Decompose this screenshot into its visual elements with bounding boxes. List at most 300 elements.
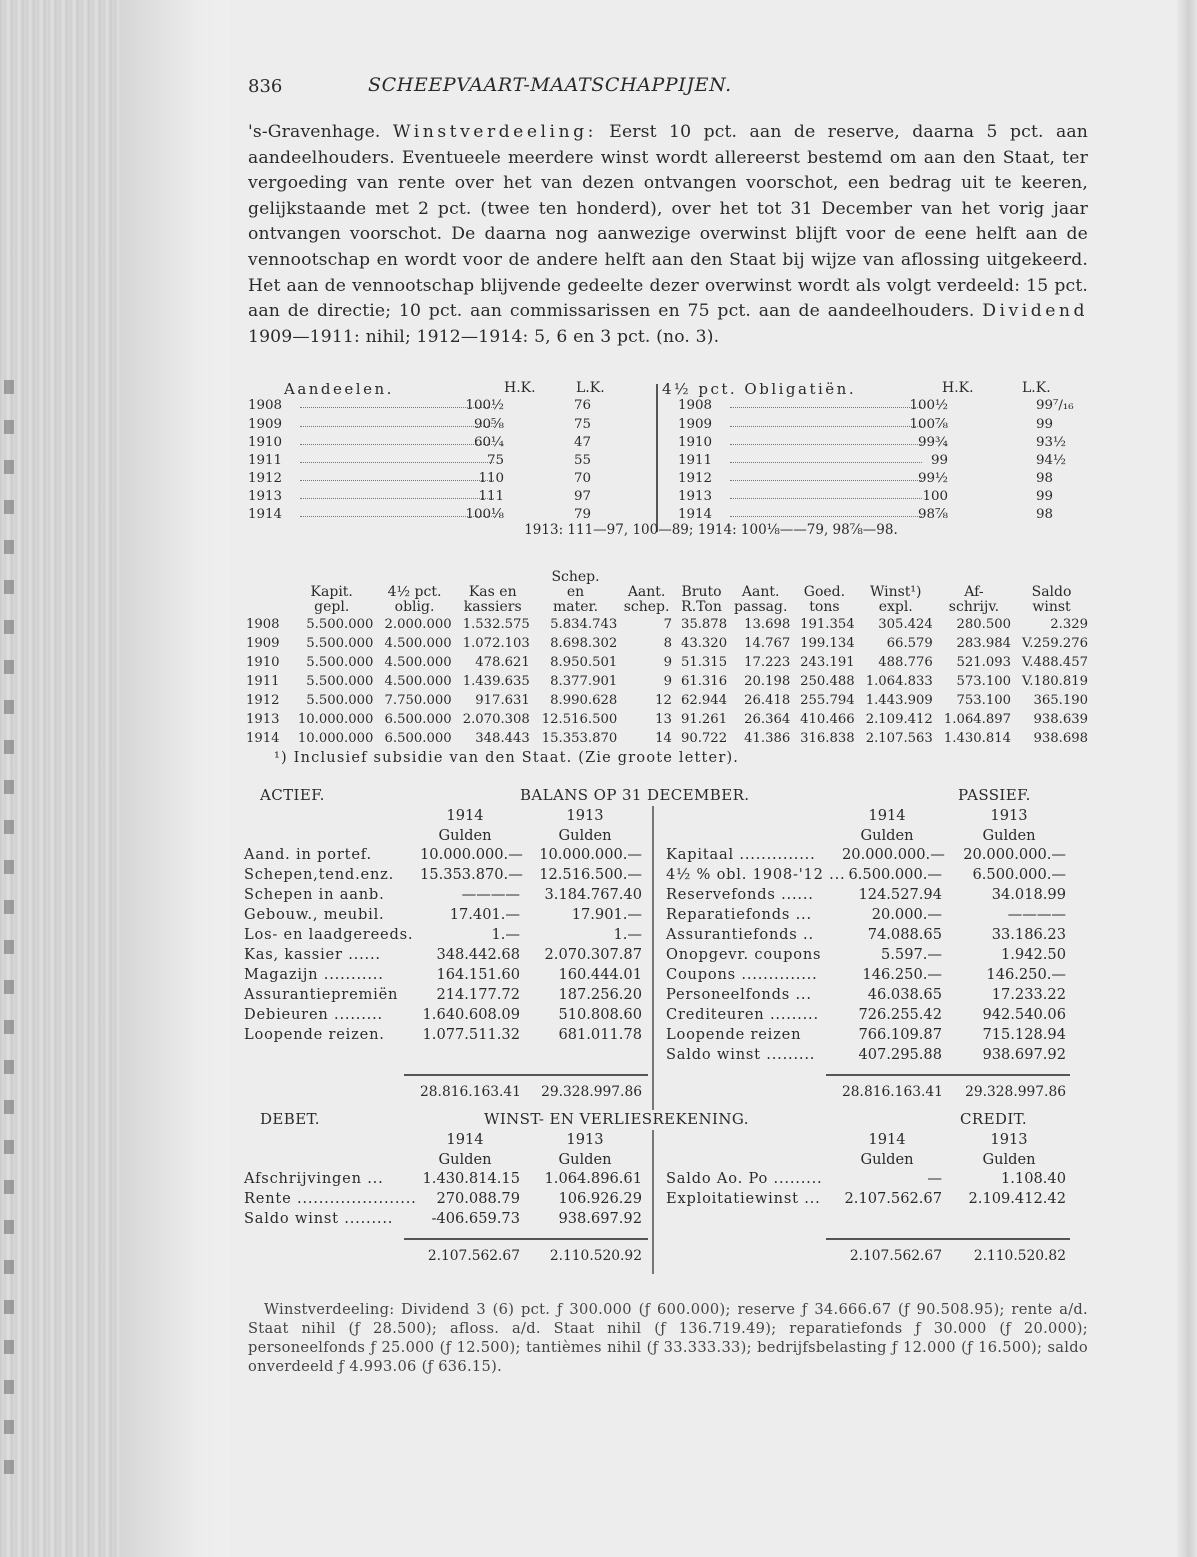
value-1913: ———— xyxy=(1007,906,1066,924)
stats-column-header: schrijv. xyxy=(948,599,1000,616)
stats-column-header xyxy=(857,570,935,585)
page-gutter-shadow xyxy=(120,0,230,1557)
credit-side-row xyxy=(666,866,1086,886)
price-table-divider xyxy=(656,384,658,532)
leader-dots xyxy=(730,489,922,499)
stats-cell: 26.418 xyxy=(744,693,791,709)
stats-cell: 8.950.501 xyxy=(550,655,618,671)
stats-cell: 5.500.000 xyxy=(306,636,374,652)
year: 1908 xyxy=(678,398,713,414)
stats-cell: 753.100 xyxy=(956,693,1012,709)
total-rule xyxy=(826,1074,1070,1076)
stats-cell: 917.631 xyxy=(475,693,530,709)
lk-value: 94½ xyxy=(1036,452,1067,468)
stats-cell: 521.093 xyxy=(956,655,1012,671)
stats-cell: 90.722 xyxy=(680,731,728,747)
stats-row xyxy=(244,710,1090,729)
stats-column-header: Schep. xyxy=(551,569,600,586)
stats-row xyxy=(244,615,1090,634)
left-col-1914-year: 1914 xyxy=(446,807,484,825)
credit-side-row xyxy=(666,886,1086,906)
year: 1914 xyxy=(248,507,283,523)
profit-loss-account xyxy=(244,1110,1088,1284)
stats-cell: 91.261 xyxy=(680,712,728,728)
value-1914: 1.— xyxy=(491,926,520,944)
value-1913: 17.233.22 xyxy=(991,986,1066,1004)
stats-cell: 4.500.000 xyxy=(384,636,452,652)
stats-cell: 14 xyxy=(655,731,672,747)
credit-side-row xyxy=(666,946,1086,966)
right-col-1913-unit: Gulden xyxy=(982,1151,1036,1169)
right-col-1913-year: 1913 xyxy=(990,1131,1028,1149)
account-label: Gebouw., meubil. xyxy=(244,906,385,924)
lk-value: 70 xyxy=(574,471,592,487)
stats-cell: 283.984 xyxy=(956,636,1012,652)
stats-column-header: Saldo xyxy=(1031,584,1072,601)
value-1914: 124.527.94 xyxy=(858,886,942,904)
stats-cell: 1.064.897 xyxy=(943,712,1012,728)
account-divider xyxy=(652,1130,654,1274)
page-right-edge xyxy=(1177,0,1197,1557)
debit-side-row xyxy=(244,866,664,886)
value-1914: 20.000.000.— xyxy=(842,846,945,864)
stats-cell: 1.072.103 xyxy=(462,636,530,652)
leader-dots xyxy=(730,507,922,517)
left-col-1913-unit: Gulden xyxy=(558,827,612,845)
hk-value: 99½ xyxy=(917,471,948,487)
lk-value: 55 xyxy=(574,452,592,468)
account-label: Saldo winst ......... xyxy=(666,1046,816,1064)
value-1913: 1.064.896.61 xyxy=(544,1170,642,1188)
account-label: Exploitatiewinst ... xyxy=(666,1190,821,1208)
account-label: Crediteuren ......... xyxy=(666,1006,819,1024)
right-total-1914: 28.816.163.41 xyxy=(842,1084,943,1101)
stats-column-header: Kas en xyxy=(468,584,517,601)
value-1914: 726.255.42 xyxy=(858,1006,942,1024)
value-1914: 1.430.814.15 xyxy=(422,1170,520,1188)
hk-value: 100½ xyxy=(909,398,948,414)
stats-column-header: kassiers xyxy=(463,599,522,616)
aandeelen-row xyxy=(248,417,648,435)
account-label: Kapitaal .............. xyxy=(666,846,816,864)
account-label: Assurantiepremiën xyxy=(244,986,399,1004)
stats-cell: 5.500.000 xyxy=(306,693,374,709)
value-1914: 5.597.— xyxy=(880,946,942,964)
stats-column-header: Aant. xyxy=(741,584,780,601)
stats-column-header xyxy=(288,570,375,585)
stats-cell: 41.386 xyxy=(744,731,791,747)
stats-column-header: schep. xyxy=(623,599,670,616)
aandeelen-row xyxy=(248,435,648,453)
value-1913: 510.808.60 xyxy=(558,1006,642,1024)
value-1913: 1.942.50 xyxy=(1001,946,1066,964)
year: 1909 xyxy=(248,416,283,432)
page-number: 836 xyxy=(248,76,283,97)
stats-cell: 2.329 xyxy=(1050,617,1088,633)
account-label: Kas, kassier ...... xyxy=(244,946,381,964)
stats-cell: 8.698.302 xyxy=(550,636,618,652)
hk-value: 90⅝ xyxy=(473,416,504,432)
debit-side-row xyxy=(244,1190,664,1210)
stats-column-header: winst xyxy=(1032,599,1071,616)
stats-cell: 6.500.000 xyxy=(384,712,452,728)
value-1914: 164.151.60 xyxy=(436,966,520,984)
account-divider xyxy=(652,806,654,1110)
stats-cell: 410.466 xyxy=(800,712,855,728)
value-1913: 160.444.01 xyxy=(558,966,642,984)
stats-cell: 1.532.575 xyxy=(462,617,530,633)
obligatien-hk-header: H.K. xyxy=(942,380,974,397)
spine-print-marks xyxy=(4,380,14,1480)
stats-cell: 26.364 xyxy=(744,712,791,728)
stats-column-header: Aant. xyxy=(627,584,666,601)
stats-cell: 7.750.000 xyxy=(384,693,452,709)
stats-cell: 62.944 xyxy=(680,693,728,709)
credit-side-row xyxy=(666,1190,1086,1210)
stats-column-header xyxy=(454,570,532,585)
stats-cell: 35.878 xyxy=(680,617,728,633)
winstverdeeling-label: Winstverdeeling: xyxy=(392,122,597,142)
stats-cell: 1.430.814 xyxy=(943,731,1012,747)
stats-cell: 280.500 xyxy=(956,617,1012,633)
stats-cell: 13 xyxy=(655,712,672,728)
lk-value: 99 xyxy=(1036,416,1054,432)
left-total-1914: 2.107.562.67 xyxy=(427,1248,520,1265)
leader-dots xyxy=(730,471,922,481)
lk-value: 75 xyxy=(574,416,592,432)
obligatien-table xyxy=(662,380,1092,525)
credit-side-row xyxy=(666,1006,1086,1026)
left-total-1914: 28.816.163.41 xyxy=(420,1084,521,1101)
right-col-1914-unit: Gulden xyxy=(860,1151,914,1169)
value-1914: 15.353.870.— xyxy=(420,866,523,884)
value-1913: 187.256.20 xyxy=(558,986,642,1004)
value-1913: 10.000.000.— xyxy=(539,846,642,864)
value-1914: 20.000.— xyxy=(871,906,942,924)
stats-cell: 9 xyxy=(663,674,672,690)
value-1913: 1.108.40 xyxy=(1001,1170,1066,1188)
value-1913: 17.901.— xyxy=(571,906,642,924)
stats-column-header: en xyxy=(566,584,585,601)
stats-column-header: Kapit. xyxy=(310,584,353,601)
book-page xyxy=(244,62,1088,1391)
credit-side-row xyxy=(666,966,1086,986)
stats-column-header: Af- xyxy=(964,584,984,601)
stats-cell: 1.439.635 xyxy=(462,674,530,690)
account-label: Debieuren ......... xyxy=(244,1006,383,1024)
value-1914: 6.500.000.— xyxy=(848,866,942,884)
year: 1909 xyxy=(678,416,713,432)
debit-side-row xyxy=(244,1006,664,1026)
year: 1914 xyxy=(678,507,713,523)
account-label: Personeelfonds ... xyxy=(666,986,812,1004)
stats-cell: 573.100 xyxy=(956,674,1012,690)
stats-column-header: oblig. xyxy=(394,599,435,616)
value-1913: 942.540.06 xyxy=(982,1006,1066,1024)
account-label: Afschrijvingen ... xyxy=(244,1170,384,1188)
stats-cell: 4.500.000 xyxy=(384,674,452,690)
lk-value: 47 xyxy=(574,434,592,450)
value-1913: 33.186.23 xyxy=(991,926,1066,944)
value-1913: 3.184.767.40 xyxy=(544,886,642,904)
stats-cell: 20.198 xyxy=(744,674,791,690)
account-label: Saldo Ao. Po ......... xyxy=(666,1170,823,1188)
stats-cell: 938.639 xyxy=(1033,712,1088,728)
credit-title: CREDIT. xyxy=(960,1110,1028,1129)
lk-value: 76 xyxy=(574,398,592,414)
hk-value: 98⅞ xyxy=(917,507,948,523)
aandeelen-row xyxy=(248,453,648,471)
hk-value: 100⅛ xyxy=(465,507,504,523)
stats-cell: 2.000.000 xyxy=(384,617,452,633)
left-col-1913-year: 1913 xyxy=(566,807,604,825)
year: 1909 xyxy=(246,636,280,652)
right-col-1914-unit: Gulden xyxy=(860,827,914,845)
intro-text-3: 1909—1911: nihil; 1912—1914: 5, 6 en 3 pct. (no. 3). xyxy=(248,326,720,347)
account-label: Reservefonds ...... xyxy=(666,886,814,904)
aandeelen-lk-header: L.K. xyxy=(576,380,605,397)
year: 1912 xyxy=(248,471,283,487)
stats-cell: 478.621 xyxy=(475,655,530,671)
year: 1911 xyxy=(246,674,280,690)
stats-cell: 5.500.000 xyxy=(306,674,374,690)
value-1914: 214.177.72 xyxy=(436,986,520,1004)
stats-column-header: R.Ton xyxy=(681,599,722,616)
stats-cell: 305.424 xyxy=(878,617,933,633)
stats-cell: 12.516.500 xyxy=(541,712,618,728)
stats-column-header xyxy=(674,570,729,585)
stats-cell: 5.834.743 xyxy=(550,617,618,633)
account-label: Saldo winst ......... xyxy=(244,1210,394,1228)
stats-cell: V.180.819 xyxy=(1022,674,1088,690)
value-1914: 407.295.88 xyxy=(858,1046,942,1064)
stats-cell: 1.064.833 xyxy=(865,674,933,690)
stats-column-header xyxy=(792,570,856,585)
stats-cell: 6.500.000 xyxy=(384,731,452,747)
value-1914: 270.088.79 xyxy=(436,1190,520,1208)
year: 1912 xyxy=(678,471,713,487)
debit-side-row xyxy=(244,1170,664,1190)
credit-side-row xyxy=(666,1170,1086,1190)
account-label: Schepen,tend.enz. xyxy=(244,866,395,884)
hk-value: 110 xyxy=(478,471,504,487)
year: 1908 xyxy=(248,398,283,414)
running-title: SCHEEPVAART-MAATSCHAPPIJEN. xyxy=(368,74,732,96)
left-total-1913: 2.110.520.92 xyxy=(549,1248,642,1265)
debit-side-row xyxy=(244,846,664,866)
year: 1912 xyxy=(246,693,280,709)
debit-side-row xyxy=(244,1210,664,1230)
value-1914: -406.659.73 xyxy=(431,1210,520,1228)
lk-value: 97 xyxy=(574,489,592,505)
stats-row xyxy=(244,691,1090,710)
stats-cell: 365.190 xyxy=(1033,693,1088,709)
year: 1910 xyxy=(678,434,713,450)
stats-column-header: mater. xyxy=(552,599,599,616)
company-description-paragraph xyxy=(248,120,1088,350)
price-tables xyxy=(248,380,1088,540)
statistics-table xyxy=(248,570,1088,766)
year: 1914 xyxy=(246,731,280,747)
value-1914: 10.000.000.— xyxy=(420,846,523,864)
value-1913: 715.128.94 xyxy=(982,1026,1066,1044)
stats-cell: 8 xyxy=(663,636,672,652)
balance-sheet-heading xyxy=(248,786,1088,806)
obligatien-row xyxy=(662,417,1092,435)
left-col-1914-unit: Gulden xyxy=(438,827,492,845)
value-1913: 12.516.500.— xyxy=(539,866,642,884)
stats-cell: V.259.276 xyxy=(1022,636,1088,652)
stats-cell: 17.223 xyxy=(744,655,791,671)
account-label: Schepen in aanb. xyxy=(244,886,385,904)
profit-loss-heading xyxy=(248,1110,1088,1130)
value-1914: ———— xyxy=(461,886,520,904)
stats-cell: 316.838 xyxy=(800,731,855,747)
stats-cell: 488.776 xyxy=(878,655,933,671)
lk-value: 79 xyxy=(574,507,592,523)
obligatien-row xyxy=(662,453,1092,471)
account-label: Assurantiefonds .. xyxy=(666,926,814,944)
account-label: Reparatiefonds ... xyxy=(666,906,812,924)
value-1913: 2.109.412.42 xyxy=(968,1190,1066,1208)
stats-cell: 43.320 xyxy=(680,636,728,652)
value-1913: 106.926.29 xyxy=(558,1190,642,1208)
total-rule xyxy=(404,1238,648,1240)
left-total-1913: 29.328.997.86 xyxy=(541,1084,642,1101)
stats-cell: 250.488 xyxy=(800,674,855,690)
debit-side-row xyxy=(244,906,664,926)
stats-cell: 13.698 xyxy=(744,617,791,633)
stats-column-header: 4½ pct. xyxy=(387,584,442,601)
value-1913: 2.070.307.87 xyxy=(544,946,642,964)
stats-cell: 8.990.628 xyxy=(550,693,618,709)
statistics-footnote: ¹) Inclusief subsidie van den Staat. (Zie groote letter). xyxy=(274,750,740,767)
lk-value: 99 xyxy=(1036,489,1054,505)
profit-loss-title: WINST- EN VERLIESREKENING. xyxy=(484,1110,749,1129)
stats-cell: 2.109.412 xyxy=(865,712,933,728)
value-1913: 6.500.000.— xyxy=(972,866,1066,884)
debit-side-row xyxy=(244,1026,664,1046)
value-1914: 146.250.— xyxy=(862,966,942,984)
year: 1913 xyxy=(678,489,713,505)
account-label: Onopgevr. coupons xyxy=(666,946,822,964)
obligatien-lk-header: L.K. xyxy=(1022,380,1051,397)
value-1913: 146.250.— xyxy=(986,966,1066,984)
stats-column-header: passag. xyxy=(733,599,788,616)
value-1914: 348.442.68 xyxy=(436,946,520,964)
aandeelen-row xyxy=(248,489,648,507)
stats-column-header xyxy=(935,570,1013,585)
left-col-1914-year: 1914 xyxy=(446,1131,484,1149)
running-head xyxy=(248,62,1088,102)
stats-column-header xyxy=(1013,570,1090,585)
right-total-1913: 29.328.997.86 xyxy=(965,1084,1066,1101)
obligatien-title: 4½ pct. Obligatiën. xyxy=(662,380,857,399)
stats-row xyxy=(244,672,1090,691)
credit-side-row xyxy=(666,906,1086,926)
value-1913: 938.697.92 xyxy=(982,1046,1066,1064)
debet-title: DEBET. xyxy=(260,1110,320,1129)
value-1913: 681.011.78 xyxy=(558,1026,642,1044)
aandeelen-title: Aandeelen. xyxy=(284,380,394,399)
account-label: Los- en laadgereeds. xyxy=(244,926,414,944)
stats-cell: 51.315 xyxy=(680,655,728,671)
year: 1908 xyxy=(246,617,280,633)
stats-column-header: Winst¹) xyxy=(869,584,922,601)
left-col-1913-unit: Gulden xyxy=(558,1151,612,1169)
actief-title: ACTIEF. xyxy=(260,786,325,805)
stats-column-header: Bruto xyxy=(681,584,722,601)
stats-cell: 191.354 xyxy=(800,617,855,633)
obligatien-row xyxy=(662,435,1092,453)
value-1914: 74.088.65 xyxy=(867,926,942,944)
stats-cell: 8.377.901 xyxy=(550,674,618,690)
balance-title: BALANS OP 31 DECEMBER. xyxy=(520,786,750,805)
stats-cell: 9 xyxy=(663,655,672,671)
debit-side-row xyxy=(244,946,664,966)
year: 1913 xyxy=(248,489,283,505)
stats-cell: 5.500.000 xyxy=(306,617,374,633)
profit-distribution-note: Winstverdeeling: Dividend 3 (6) pct. ƒ 300.000 (ƒ 600.000); reserve ƒ 34.666.67 (ƒ 90.508.95); rente a/d. Staat nihil (ƒ 28.500); afloss. a/d. Staat nihil (ƒ 136.719.49); reparatiefonds ƒ 30.000 (ƒ 20.000); personeelfonds ƒ 25.000 (ƒ 12.500); tantièmes nihil (ƒ 33.333.33); bedrijfsbelasting ƒ 12.000 (ƒ 16.500); saldo onverdeeld ƒ 4.993.06 (ƒ 636.15). xyxy=(248,1301,1088,1376)
stats-column-header: gepl. xyxy=(314,599,350,616)
lk-value: 98 xyxy=(1036,471,1054,487)
account-label: Coupons .............. xyxy=(666,966,818,984)
right-col-1914-year: 1914 xyxy=(868,1131,906,1149)
price-note: 1913: 111—97, 100—89; 1914: 100⅛——79, 98⅞—98. xyxy=(524,522,898,539)
hk-value: 60¼ xyxy=(473,434,504,450)
account-label: Loopende reizen xyxy=(666,1026,802,1044)
stats-cell: 15.353.870 xyxy=(541,731,618,747)
total-rule xyxy=(826,1238,1070,1240)
stats-cell: 10.000.000 xyxy=(297,731,374,747)
leader-dots xyxy=(730,417,922,427)
account-label: Magazijn ........... xyxy=(244,966,384,984)
stats-cell: 2.070.308 xyxy=(462,712,530,728)
passief-title: PASSIEF. xyxy=(958,786,1031,805)
hk-value: 111 xyxy=(478,489,504,505)
left-col-1913-year: 1913 xyxy=(566,1131,604,1149)
stats-column-header xyxy=(375,570,453,585)
lk-value: 93½ xyxy=(1036,434,1067,450)
stats-column-header xyxy=(619,570,674,585)
stats-cell: 14.767 xyxy=(744,636,791,652)
leader-dots xyxy=(730,435,922,445)
balance-sheet xyxy=(244,786,1088,1102)
year: 1910 xyxy=(248,434,283,450)
stats-cell: 1.443.909 xyxy=(865,693,933,709)
value-1914: 1.077.511.32 xyxy=(422,1026,520,1044)
hk-value: 100 xyxy=(922,489,948,505)
aandeelen-row xyxy=(248,471,648,489)
stats-column-header: tons xyxy=(809,599,840,616)
book-spine-pages xyxy=(0,0,135,1557)
year: 1911 xyxy=(248,452,283,468)
lk-value: 98 xyxy=(1036,507,1054,523)
credit-side-row xyxy=(666,1026,1086,1046)
obligatien-row xyxy=(662,471,1092,489)
aandeelen-table xyxy=(248,380,648,525)
leader-dots xyxy=(730,453,922,463)
stats-cell: 199.134 xyxy=(800,636,855,652)
right-total-1914: 2.107.562.67 xyxy=(849,1248,942,1265)
total-rule xyxy=(404,1074,648,1076)
debit-side-row xyxy=(244,986,664,1006)
stats-column-header: expl. xyxy=(878,599,913,616)
value-1914: — xyxy=(927,1170,942,1188)
stats-cell: 12 xyxy=(655,693,672,709)
account-label: Rente ...................... xyxy=(244,1190,417,1208)
stats-header-row xyxy=(244,570,1090,585)
